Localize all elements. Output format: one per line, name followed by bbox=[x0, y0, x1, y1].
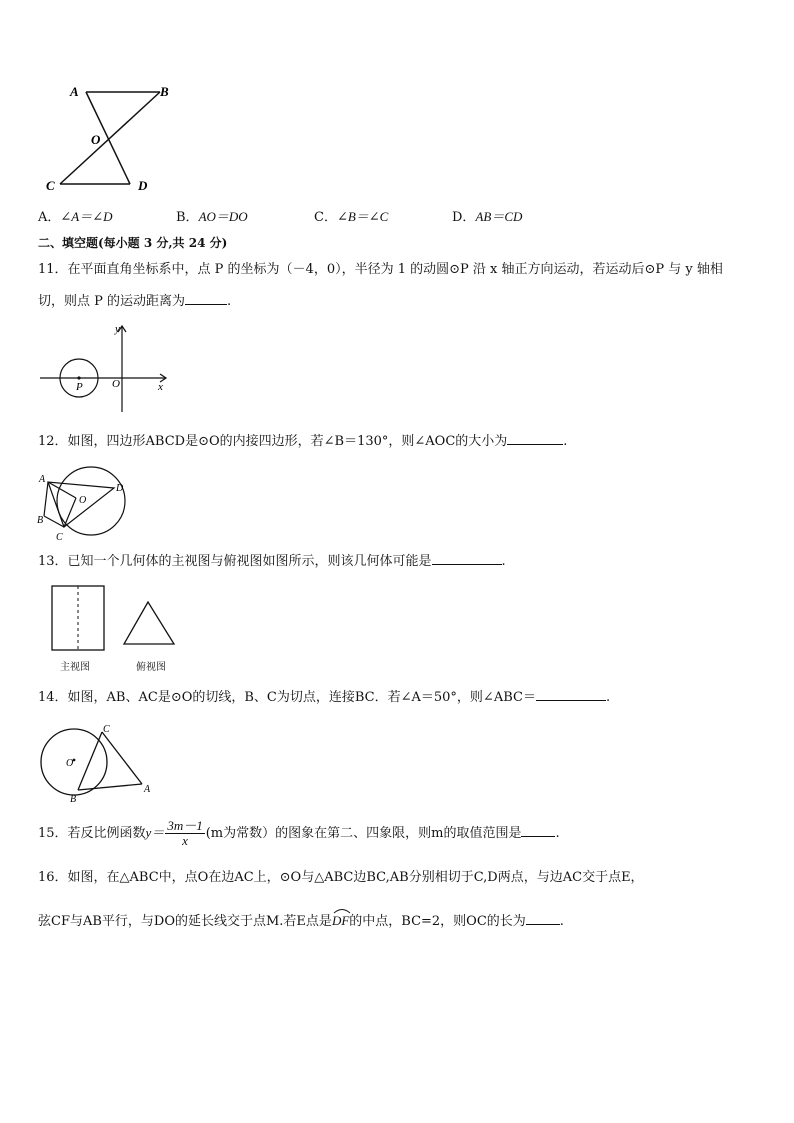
q11-line1: 11．在平面直角坐标系中，点 P 的坐标为（－4，0），半径为 1 的动圆⊙P 沿 x 轴正方向运动，若运动后⊙P 与 y 轴相 bbox=[38, 262, 723, 277]
label-p: P bbox=[76, 381, 83, 393]
q13-text: 13．已知一个几何体的主视图与俯视图如图所示，则该几何体可能是 . bbox=[38, 554, 506, 569]
q14-figure bbox=[36, 720, 160, 806]
option-b: B．AO＝DO bbox=[176, 209, 248, 225]
label-o: O bbox=[79, 495, 87, 506]
label-a: A bbox=[39, 474, 46, 485]
label-x: x bbox=[158, 381, 163, 393]
option-c: C．∠B＝∠C bbox=[314, 209, 389, 225]
label-d: D bbox=[116, 483, 124, 494]
label-b: B bbox=[37, 515, 44, 526]
label-a: A bbox=[70, 84, 79, 99]
q16-line2: 弦CF与AB平行，与DO的延长线交于点M.若E点是DF 的中点，BC=2，则OC的长为 . bbox=[38, 910, 564, 930]
section-title: 二、填空题(每小题 3 分,共 24 分) bbox=[38, 236, 228, 250]
q15-fraction: $\frac{3m-1}{x}$ bbox=[167, 818, 203, 848]
option-d: D．AB＝CD bbox=[452, 209, 523, 225]
label-origin: O bbox=[112, 378, 120, 390]
label-o: O bbox=[91, 132, 101, 147]
q14-text: 14．如图，AB、AC是⊙O的切线，B、C为切点，连接BC．若∠A＝50°，则∠ABC＝ . bbox=[38, 690, 611, 705]
label-b: B bbox=[70, 794, 77, 805]
label-y: y bbox=[115, 323, 120, 335]
label-c: C bbox=[56, 532, 63, 543]
front-view-label: 主视图 bbox=[60, 662, 90, 673]
label-c: C bbox=[46, 178, 55, 193]
label-d: D bbox=[138, 178, 148, 193]
label-o: O bbox=[66, 758, 74, 769]
label-a: A bbox=[144, 784, 151, 795]
q12-text: 12．如图，四边形ABCD是⊙O的内接四边形，若∠B＝130°，则∠AOC的大小为 . bbox=[38, 434, 568, 449]
top-view-label: 俯视图 bbox=[136, 662, 166, 673]
option-a: A．∠A＝∠D bbox=[38, 209, 113, 225]
arc-df: DF bbox=[332, 910, 349, 929]
label-b: B bbox=[160, 84, 169, 99]
q10-figure bbox=[30, 78, 190, 196]
q12-figure bbox=[34, 464, 134, 544]
q11-figure bbox=[36, 320, 176, 416]
label-c: C bbox=[103, 724, 110, 735]
q16-line1: 16．如图，在△ABC中，点O在边AC上，⊙O与△ABC边BC,AB分别相切于C,D两点，与边AC交于点E， bbox=[38, 870, 644, 885]
q11-line2: 切，则点 P 的运动距离为 . bbox=[38, 294, 232, 309]
q15-text: 15．若反比例函数y＝ $\frac{3m-1}{x}$ (m为常数）的图象在第二、四象限，则m的取值范围是 . bbox=[38, 818, 560, 848]
